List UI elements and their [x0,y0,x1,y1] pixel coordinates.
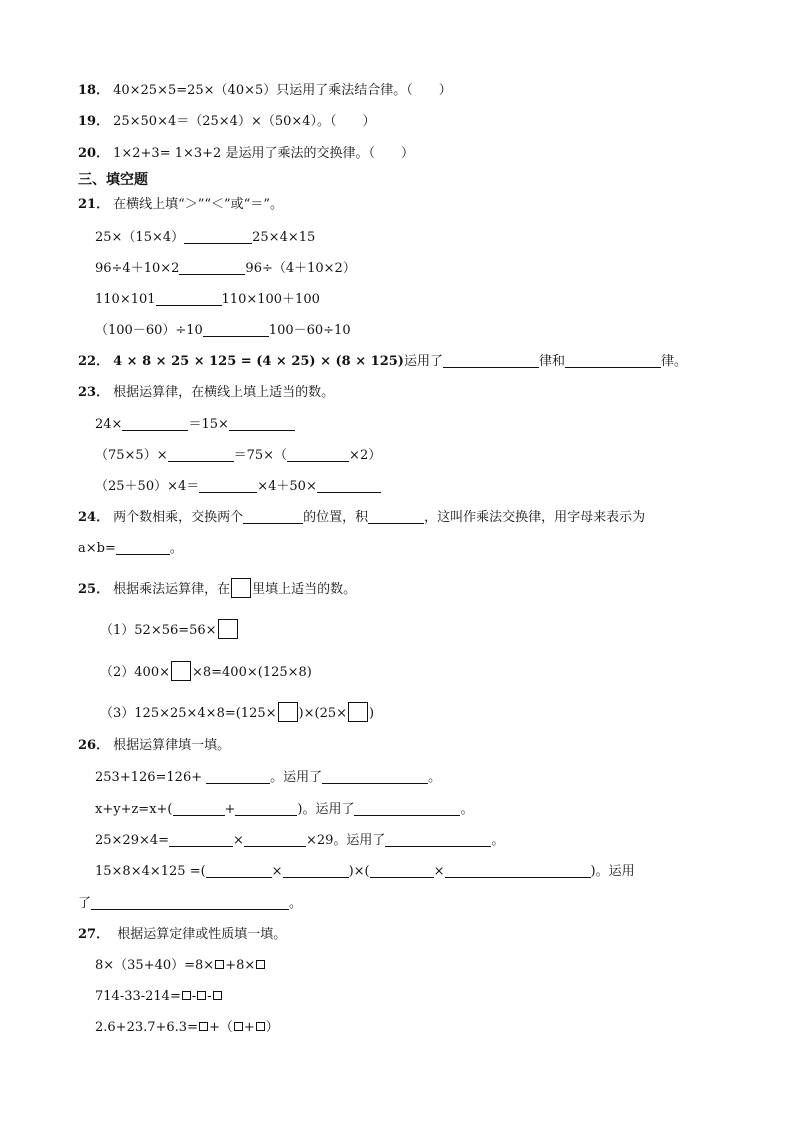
question-23 [78,384,334,402]
question-19 [78,113,376,131]
answer-box[interactable] [218,619,238,639]
text-segment: ×4＋50× [257,479,317,494]
question-text: 25×50×4＝（25×4）×（50×4）。（ ） [113,114,376,129]
law-row-2 [95,801,474,819]
text-segment: 2.6+23.7+6.3= [95,1020,198,1035]
text-segment: 了 [78,896,92,911]
text-segment: 的位置，积 [303,510,369,525]
question-21 [78,196,283,214]
text-segment: × [433,864,445,879]
answer-blank[interactable] [235,801,297,816]
question-number: 25． [78,582,110,597]
right-expression: 96÷（4＋10×2） [245,261,356,276]
property-row-2 [95,988,223,1006]
text-segment: 714-33-214= [95,989,181,1004]
text-segment: （25＋50）×4＝ [95,479,200,494]
question-26 [78,737,230,755]
answer-blank[interactable] [203,322,269,337]
question-number: 24． [78,510,110,525]
question-text: 在横线上填“＞”“＜”或“＝”。 [113,197,283,212]
answer-square[interactable] [182,991,191,1000]
question-number: 26． [78,738,110,753]
text-segment: 253+126=126+ [95,770,203,785]
answer-square[interactable] [215,960,224,969]
left-expression: 110×101 [95,292,156,307]
law-row-4-cont [78,895,302,913]
question-number: 20． [78,146,110,161]
answer-box[interactable] [278,702,298,722]
question-text: 1×2+3= 1×3+2 是运用了乘法的交换律。（ ） [113,146,414,161]
answer-blank[interactable] [317,478,381,493]
answer-blank[interactable] [287,447,349,462]
text-segment: （75×5）× [95,448,168,463]
question-number: 23． [78,385,110,400]
question-number: 19． [78,114,110,129]
question-22 [78,353,687,371]
question-24-line2 [78,540,183,558]
answer-blank[interactable] [243,509,303,524]
answer-blank[interactable] [244,832,306,847]
question-18 [78,82,452,100]
answer-blank[interactable] [206,769,270,784]
compare-row-3 [95,291,320,309]
text-segment: 24× [95,417,123,432]
text-segment: +（ [208,1020,233,1035]
text-segment: 25×29×4= [95,833,170,848]
answer-blank[interactable] [173,801,225,816]
answer-blank[interactable] [116,540,170,555]
answer-blank[interactable] [322,769,428,784]
text-segment: 。运用了 [270,770,323,785]
answer-blank[interactable] [445,863,591,878]
answer-square[interactable] [197,991,206,1000]
text-segment: )×(25× [298,706,348,721]
box-row-2 [100,661,312,682]
left-expression: （100－60）÷10 [95,323,203,338]
answer-blank[interactable] [199,478,257,493]
answer-blank[interactable] [122,416,188,431]
answer-blank[interactable] [156,291,222,306]
text-segment: ×29。运用了 [305,833,386,848]
text-segment: 8×（35+40）=8× [95,958,215,973]
text-segment: ＝15× [188,417,229,432]
answer-box[interactable] [348,702,368,722]
text-segment: + [224,802,236,817]
text-segment: ，这叫作乘法交换律，用字母来表示为 [424,510,646,525]
answer-blank[interactable] [443,353,539,368]
text-segment: )。运用 [590,864,635,879]
answer-blank[interactable] [179,260,245,275]
text-segment: - [207,989,212,1004]
right-expression: 100－60÷10 [268,323,351,338]
text-segment: ×8=400×(125×8) [191,665,312,680]
answer-blank[interactable] [184,229,252,244]
text-segment: （3）125×25×4×8=(125× [100,706,277,721]
right-expression: 110×100＋100 [221,292,320,307]
text-segment: 15×8×4×125 =( [95,864,206,879]
text-segment: 。 [460,802,474,817]
answer-square[interactable] [234,1022,243,1031]
text-segment: 两个数相乘，交换两个 [113,510,244,525]
answer-square[interactable] [256,1022,265,1031]
text-segment: （2）400× [100,665,170,680]
fill-row-1 [95,416,295,434]
text-segment: ＝75×（ [233,448,288,463]
section-title: 三、填空题 [78,172,148,188]
law-row-3 [95,832,504,850]
left-expression: 96÷4＋10×2 [95,261,180,276]
text-segment: +8× [225,958,256,973]
property-row-1 [95,957,266,975]
text-segment: a×b= [78,541,116,556]
text-segment: )。运用了 [297,802,355,817]
fill-row-2 [95,447,381,465]
question-text: 根据运算定律或性质填一填。 [113,927,287,942]
answer-square[interactable] [213,991,222,1000]
compare-row-1 [95,229,315,247]
answer-blank[interactable] [565,353,661,368]
answer-blank[interactable] [385,832,491,847]
text-segment: 里填上适当的数。 [252,582,357,597]
text-segment: ） [265,1020,279,1035]
text-segment: ) [369,706,375,721]
answer-blank[interactable] [368,509,424,524]
text-segment: × [233,833,244,848]
text-segment: 。 [169,541,183,556]
math-expression: 4 × 8 × 25 × 125 = (4 × 25) × (8 × 125) [113,354,404,369]
box-row-1 [100,619,239,640]
text-segment: + [243,1020,255,1035]
question-24 [78,509,645,527]
answer-blank[interactable] [168,447,234,462]
text-segment: 。 [428,770,442,785]
text-segment: - [191,989,197,1004]
text-segment: 根据乘法运算律，在 [113,582,231,597]
answer-blank[interactable] [283,863,349,878]
answer-box[interactable] [171,661,191,681]
answer-blank[interactable] [370,863,434,878]
question-number: 21． [78,197,110,212]
box-row-3 [100,702,374,723]
text-segment: ×2） [349,448,382,463]
law-row-4 [95,863,635,881]
text-segment: x+y+z=x+( [95,802,173,817]
fill-row-3 [95,478,381,496]
question-number: 27． [78,927,110,942]
law-row-1 [95,769,441,787]
answer-square[interactable] [199,1022,208,1031]
question-27 [78,926,286,944]
text-segment: × [271,864,283,879]
answer-box [231,578,251,598]
text-segment: 。 [491,833,505,848]
answer-blank[interactable] [91,895,289,910]
text-segment: （1）52×56=56× [100,623,217,638]
question-number: 22． [78,354,110,369]
text-segment: 律和 [538,354,565,369]
compare-row-2 [95,260,356,278]
text-segment: 运用了 [403,354,443,369]
property-row-3 [95,1019,279,1037]
text-segment: 。 [289,896,303,911]
answer-square[interactable] [256,960,265,969]
right-expression: 25×4×15 [252,230,316,245]
question-20 [78,145,414,163]
text-segment: )×( [348,864,370,879]
text-segment: 律。 [660,354,687,369]
compare-row-4 [95,322,351,340]
question-text: 根据运算律，在横线上填上适当的数。 [113,385,335,400]
answer-blank[interactable] [206,863,272,878]
question-number: 18． [78,83,110,98]
left-expression: 25×（15×4） [95,230,185,245]
question-25 [78,578,356,599]
answer-blank[interactable] [169,832,233,847]
question-text: 40×25×5=25×（40×5）只运用了乘法结合律。（ ） [113,83,452,98]
answer-blank[interactable] [229,416,295,431]
question-text: 根据运算律填一填。 [113,738,231,753]
answer-blank[interactable] [354,801,460,816]
